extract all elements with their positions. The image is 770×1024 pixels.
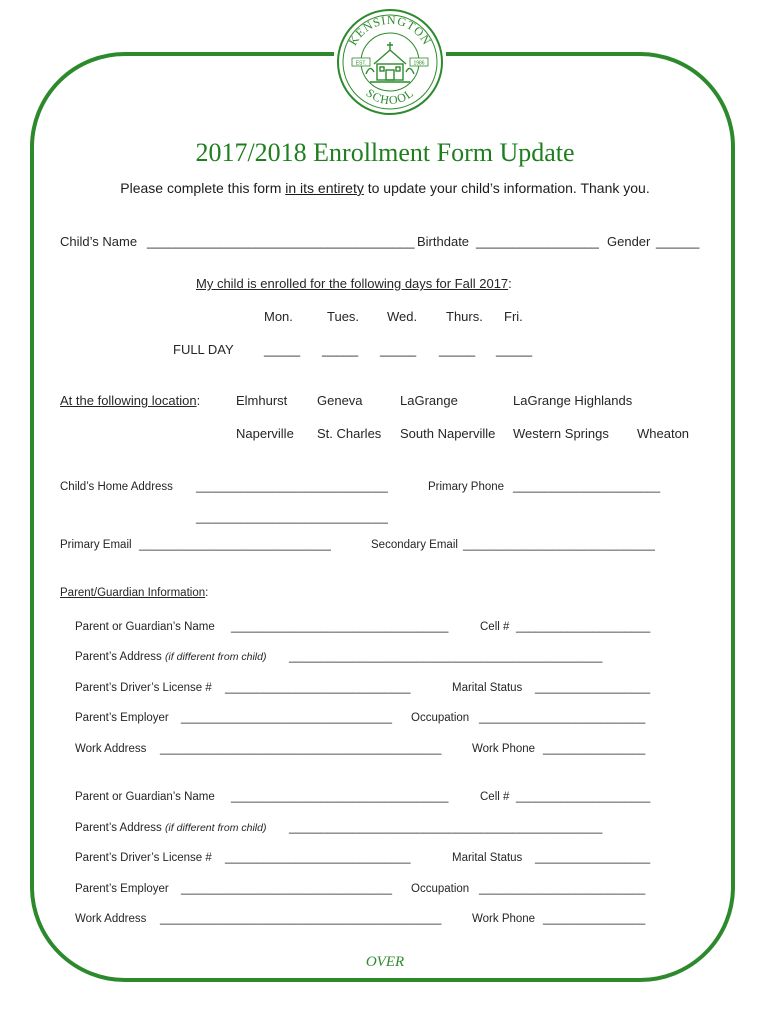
logo-bottom-text: SCHOOL xyxy=(363,85,417,108)
location-wheaton[interactable]: Wheaton xyxy=(637,426,690,441)
guardian1-work-address-field[interactable]: ____________________________________________ xyxy=(160,743,442,755)
childs-name-field[interactable]: _____________________________________ xyxy=(147,234,415,249)
guardian2-address-field[interactable]: _________________________________________________ xyxy=(289,822,603,834)
secondary-email-label: Secondary Email xyxy=(371,539,458,551)
guardian1-cell-label: Cell # xyxy=(480,621,510,633)
gender-label: Gender xyxy=(607,234,651,249)
guardian1-work-address-label: Work Address xyxy=(75,743,147,755)
location-lagrange-highlands[interactable]: LaGrange Highlands xyxy=(513,393,633,408)
childs-name-label: Child’s Name xyxy=(60,234,138,249)
guardian1-marital-field[interactable]: __________________ xyxy=(535,682,651,694)
guardian-section-label: Parent/Guardian Information: xyxy=(60,587,209,599)
day-wed: Wed. xyxy=(387,309,418,324)
guardian2-work-address-label: Work Address xyxy=(75,913,147,925)
guardian1-work-phone-field[interactable]: ________________ xyxy=(543,743,646,755)
location-geneva[interactable]: Geneva xyxy=(317,393,363,408)
guardian1-name-label: Parent or Guardian’s Name xyxy=(75,621,215,633)
guardian2-marital-field[interactable]: __________________ xyxy=(535,852,651,864)
day-tues: Tues. xyxy=(327,309,360,324)
full-day-thurs-field[interactable]: _____ xyxy=(439,342,476,357)
primary-phone-label: Primary Phone xyxy=(428,481,505,493)
guardian1-license-label: Parent’s Driver’s License # xyxy=(75,682,212,694)
guardian2-name-label: Parent or Guardian’s Name xyxy=(75,791,215,803)
guardian2-license-label: Parent’s Driver’s License # xyxy=(75,852,212,864)
guardian1-occupation-field[interactable]: __________________________ xyxy=(479,712,646,724)
full-day-fri-field[interactable]: _____ xyxy=(496,342,533,357)
kensington-school-logo xyxy=(334,4,446,116)
location-st-charles[interactable]: St. Charles xyxy=(317,426,382,441)
days-heading: My child is enrolled for the following days for Fall 2017: xyxy=(196,276,512,291)
home-address-label: Child’s Home Address xyxy=(60,481,173,493)
location-elmhurst[interactable]: Elmhurst xyxy=(236,393,288,408)
full-day-tues-field[interactable]: _____ xyxy=(322,342,359,357)
full-day-label: FULL DAY xyxy=(173,342,234,357)
logo-est-text: EST. xyxy=(355,60,367,67)
guardian1-employer-label: Parent’s Employer xyxy=(75,712,169,724)
primary-email-field[interactable]: ______________________________ xyxy=(139,539,331,551)
primary-phone-field[interactable]: _______________________ xyxy=(513,481,661,493)
guardian2-employer-field[interactable]: _________________________________ xyxy=(181,883,393,895)
location-western-springs[interactable]: Western Springs xyxy=(513,426,609,441)
primary-email-label: Primary Email xyxy=(60,539,132,551)
day-fri: Fri. xyxy=(504,309,523,324)
form-subtitle: Please complete this form in its entirety to update your child’s information. Thank you. xyxy=(120,180,650,196)
guardian2-occupation-label: Occupation xyxy=(411,883,470,895)
logo-top-text: KENSINGTON xyxy=(345,12,435,48)
location-lagrange[interactable]: LaGrange xyxy=(400,393,458,408)
home-address-field-2[interactable]: ______________________________ xyxy=(196,512,388,524)
birthdate-label: Birthdate xyxy=(417,234,470,249)
guardian1-employer-field[interactable]: _________________________________ xyxy=(181,712,393,724)
guardian2-occupation-field[interactable]: __________________________ xyxy=(479,883,646,895)
guardian1-address-label: Parent’s Address (if different from child) xyxy=(75,651,267,663)
full-day-wed-field[interactable]: _____ xyxy=(380,342,417,357)
guardian2-name-field[interactable]: __________________________________ xyxy=(231,791,449,803)
guardian2-address-label: Parent’s Address (if different from child) xyxy=(75,822,267,834)
guardian1-name-field[interactable]: __________________________________ xyxy=(231,621,449,633)
guardian1-marital-label: Marital Status xyxy=(452,682,523,694)
day-thurs: Thurs. xyxy=(446,309,483,324)
guardian1-cell-field[interactable]: _____________________ xyxy=(516,621,651,633)
guardian1-address-field[interactable]: _________________________________________________ xyxy=(289,651,603,663)
gender-field[interactable]: ______ xyxy=(656,234,700,249)
guardian2-work-phone-label: Work Phone xyxy=(472,913,536,925)
location-naperville[interactable]: Naperville xyxy=(236,426,294,441)
guardian2-cell-field[interactable]: _____________________ xyxy=(516,791,651,803)
guardian1-license-field[interactable]: _____________________________ xyxy=(225,682,411,694)
over-label: OVER xyxy=(365,954,405,970)
location-south-naperville[interactable]: South Naperville xyxy=(400,426,496,441)
birthdate-field[interactable]: _________________ xyxy=(476,234,599,249)
full-day-mon-field[interactable]: _____ xyxy=(264,342,301,357)
guardian2-employer-label: Parent’s Employer xyxy=(75,883,169,895)
logo-year-text: 1986 xyxy=(413,60,425,67)
guardian2-work-address-field[interactable]: ____________________________________________ xyxy=(160,913,442,925)
day-mon: Mon. xyxy=(264,309,293,324)
guardian2-work-phone-field[interactable]: ________________ xyxy=(543,913,646,925)
guardian1-occupation-label: Occupation xyxy=(411,712,470,724)
home-address-field[interactable]: ______________________________ xyxy=(196,481,388,493)
guardian2-marital-label: Marital Status xyxy=(452,852,523,864)
location-label: At the following location: xyxy=(60,393,201,408)
school-seal-icon xyxy=(334,4,446,116)
guardian1-work-phone-label: Work Phone xyxy=(472,743,536,755)
secondary-email-field[interactable]: ______________________________ xyxy=(463,539,655,551)
guardian2-cell-label: Cell # xyxy=(480,791,510,803)
form-title: 2017/2018 Enrollment Form Update xyxy=(195,138,575,167)
guardian2-license-field[interactable]: _____________________________ xyxy=(225,852,411,864)
